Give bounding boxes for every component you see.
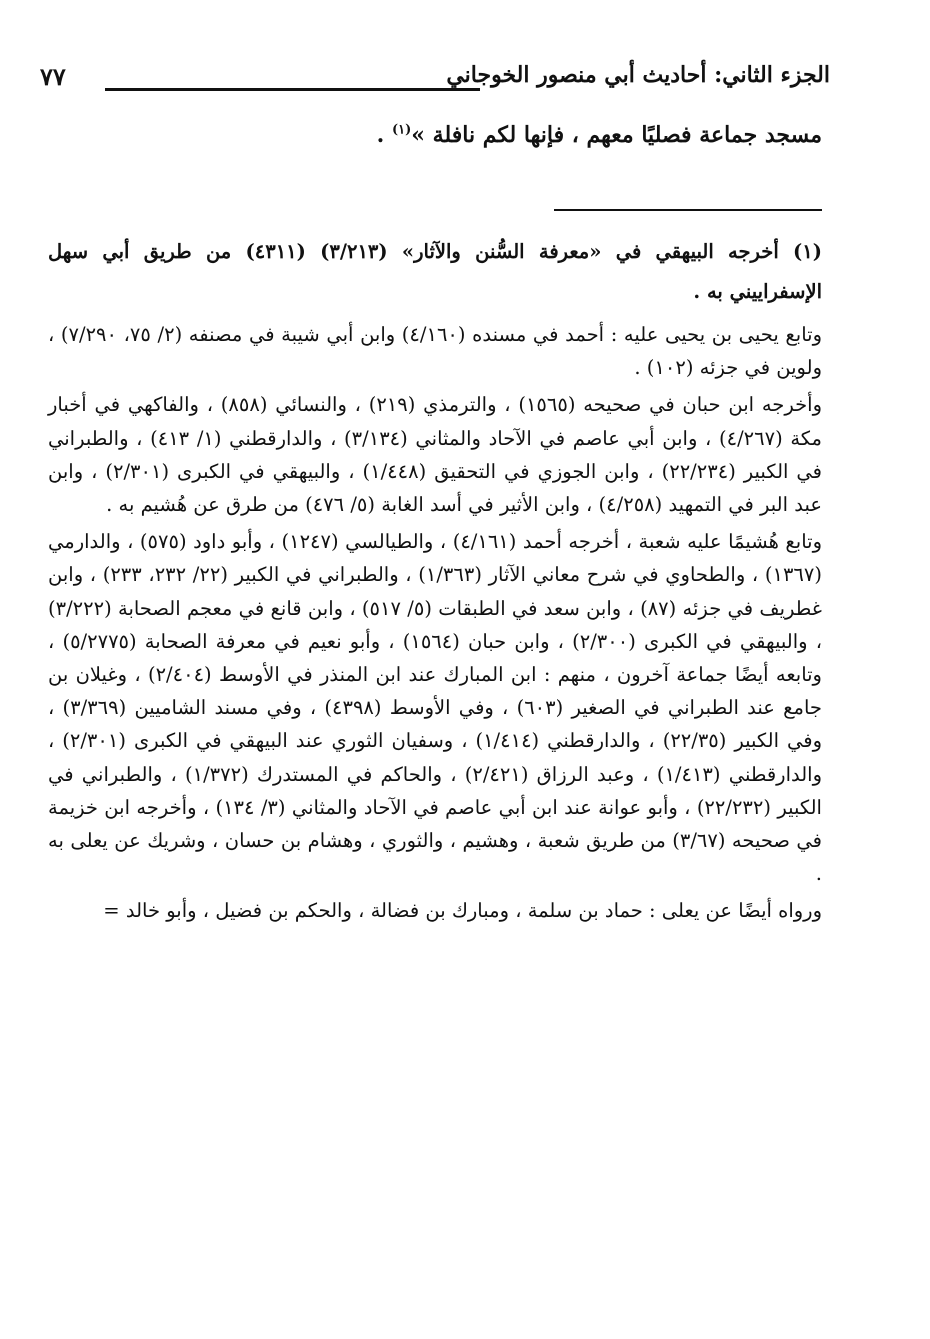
header-rule — [105, 88, 480, 91]
footnote-separator — [554, 209, 822, 211]
page-number: ٧٧ — [40, 62, 66, 91]
footnote-paragraph-3: وأخرجه ابن حبان في صحيحه (١٥٦٥) ، والترمذي (٢١٩) ، والنسائي (٨٥٨) ، والفاكهي في أخبار مكة (٤/٢٦٧) ، وابن أبي عاصم في الآحاد والمثاني (٣/١٣٤) ، والدارقطني (١/ ٤١٣) ، والطبراني في الكبير (٢٢/٢٣٤) ، وابن الجوزي في التحقيق (١/٤٤٨) ، والبيهقي في الكبرى (٢/٣٠١) ، وابن عبد البر في التمهيد (٤/٢٥٨) ، وابن الأثير في أسد الغابة (٥/ ٤٧٦) من طرق عن هُشيم به . — [48, 393, 823, 517]
body-text — [102, 122, 822, 148]
footnotes — [48, 232, 822, 932]
footnote-paragraph-5: ورواه أيضًا عن يعلى : حماد بن سلمة ، ومبارك بن فضالة ، والحكم بن فضيل ، وأبو خالد = — [103, 899, 822, 923]
footnote-paragraph-4: وتابع هُشيمًا عليه شعبة ، أخرجه أحمد (٤/١٦١) ، والطيالسي (١٢٤٧) ، وأبو داود (٥٧٥) ، والدارمي (١٣٦٧) ، والطحاوي في شرح معاني الآثار (١/٣٦٣) ، والطبراني في الكبير (٢٢/ ٢٣٢، ٢٣٣) ، وابن غطريف في جزئه (٨٧) ، وابن سعد في الطبقات (٥/ ٥١٧) ، وابن قانع في معجم الصحابة (٣/٢٢٢) ، والبيهقي في الكبرى (٢/٣٠٠) ، وابن حبان (١٥٦٤) ، وأبو نعيم في معرفة الصحابة (٥/٢٧٧٥) ، وتابعه أيضًا جماعة آخرون ، منهم : ابن المبارك عند ابن المنذر في الأوسط (٢/٤٠٤) ، وغيلان بن جامع عند الطبراني في الصغير (٦٠٣) ، وفي الأوسط (٤٣٩٨) ، وفي مسند الشاميين (٣/٣٦٩) ، وفي الكبير (٢٢/٣٥) ، والدارقطني (١/٤١٤) ، وسفيان الثوري عند البيهقي في الكبرى (٢/٣٠١) ، والدارقطني (١/٤١٣) ، وعبد الرزاق (٢/٤٢١) ، والحاكم في المستدرك (١/٣٧٢) ، والطبراني في الكبير (٢٢/٢٣٢) ، وأبو عوانة عند ابن أبي عاصم في الآحاد والمثاني (٣/ ١٣٤) ، وأخرجه ابن خزيمة في صحيحه (٣/٦٧) من طريق شعبة ، وهشيم ، والثوري ، وهشام بن حسان ، وشريك عن يعلى به . — [48, 530, 823, 886]
body-text-end: . — [376, 122, 392, 148]
footnote-reference: (١) — [391, 122, 412, 138]
footnote-1: (١) أخرجه البيهقي في «معرفة السُّنن والآثار» (٣/٢١٣) (٤٣١١) من طريق أبي سهل الإسفراييني به . — [48, 240, 822, 303]
header-title: الجزء الثاني: أحاديث أبي منصور الخوجاني — [446, 62, 830, 88]
footnote-paragraph-2: وتابع يحيى بن يحيى عليه : أحمد في مسنده (٤/١٦٠) وابن أبي شيبة في مصنفه (٢/ ٧٥، ٧/٢٩٠) ، ولوين في جزئه (١٠٢) . — [48, 323, 822, 380]
running-header — [40, 58, 830, 102]
body-text-content: مسجد جماعة فصليًا معهم ، فإنها لكم نافلة » — [411, 122, 822, 148]
